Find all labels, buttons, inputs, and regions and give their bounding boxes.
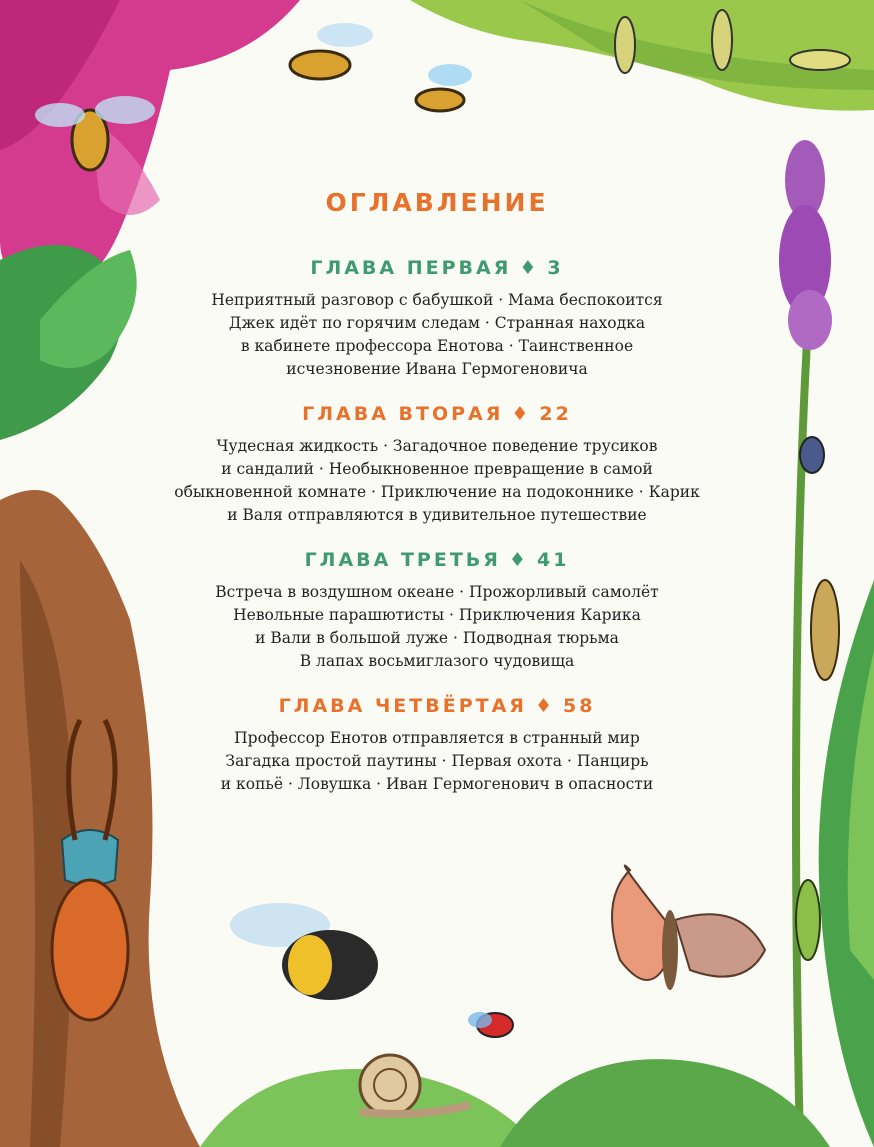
ladybug-illustration (468, 1012, 513, 1037)
chapter-name: ГЛАВА ЧЕТВЁРТАЯ (278, 695, 527, 717)
chapter-heading (120, 549, 754, 571)
contents-line: Невольные парашютисты · Приключения Карика (233, 606, 641, 624)
contents-line: Встреча в воздушном океане · Прожорливый самолёт (215, 583, 659, 601)
chapter-1 (120, 257, 754, 381)
chapter-2 (120, 403, 754, 527)
contents-line: Профессор Енотов отправляется в странный мир (234, 729, 640, 747)
chapter-contents (120, 289, 754, 381)
chapter-heading (120, 695, 754, 717)
chapter-4 (120, 695, 754, 796)
chapter-heading (120, 257, 754, 279)
contents-line: в кабинете профессора Енотова · Таинственное (240, 337, 634, 355)
chapter-heading (120, 403, 754, 425)
chapter-name: ГЛАВА ТРЕТЬЯ (304, 549, 501, 571)
bee-illustration (290, 23, 373, 79)
diamond-separator: ♦ (511, 403, 532, 425)
contents-line: и Вали в большой луже · Подводная тюрьма (255, 629, 619, 647)
diamond-separator: ♦ (519, 257, 540, 279)
diamond-separator: ♦ (508, 549, 529, 571)
chapter-name: ГЛАВА ВТОРАЯ (302, 403, 504, 425)
contents-line: Джек идёт по горячим следам · Странная находка (228, 314, 646, 332)
green-leaf-left-illustration (0, 245, 137, 440)
beetle-small-illustration (800, 437, 824, 473)
page-title: ОГЛАВЛЕНИЕ (325, 188, 549, 217)
moth-illustration (612, 866, 765, 990)
chapter-page-number: 3 (547, 257, 564, 279)
bumblebee-illustration (230, 903, 378, 1000)
diamond-separator: ♦ (534, 695, 555, 717)
chapter-3 (120, 549, 754, 673)
grasshopper-illustration (811, 580, 839, 680)
chapter-contents (120, 581, 754, 673)
green-leaf-bottom-illustration (200, 1059, 830, 1147)
table-of-contents (120, 180, 754, 818)
chapter-page-number: 22 (539, 403, 572, 425)
chapter-name: ГЛАВА ПЕРВАЯ (310, 257, 512, 279)
contents-line: Неприятный разговор с бабушкой · Мама беспокоится (211, 291, 663, 309)
contents-line: и копьё · Ловушка · Иван Гермогенович в опасности (220, 775, 654, 793)
caterpillar-illustration (796, 880, 820, 960)
contents-line: обыкновенной комнате · Приключение на подоконнике · Карик (174, 483, 700, 501)
contents-line: исчезновение Ивана Гермогеновича (286, 360, 588, 378)
contents-line: Загадка простой паутины · Первая охота · Панцирь (225, 752, 649, 770)
chapter-contents (120, 435, 754, 527)
bee-illustration (416, 64, 472, 111)
chapter-contents (120, 727, 754, 796)
contents-line: В лапах восьмиглазого чудовища (299, 652, 575, 670)
contents-line: и Валя отправляются в удивительное путешествие (227, 506, 647, 524)
chapter-page-number: 41 (536, 549, 570, 571)
contents-line: Чудесная жидкость · Загадочное поведение трусиков (216, 437, 658, 455)
contents-line: и сандалий · Необыкновенное превращение в самой (221, 460, 653, 478)
chapter-page-number: 58 (562, 695, 596, 717)
